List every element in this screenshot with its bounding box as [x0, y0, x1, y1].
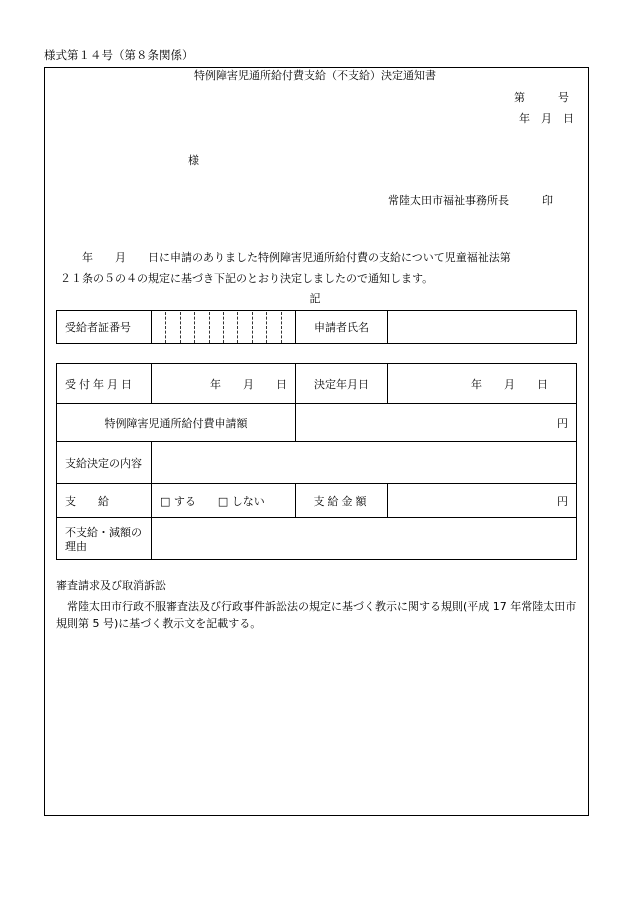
reason-label: 不支給・減額の理由	[57, 518, 152, 560]
payment-amount-label: 支給金額	[296, 484, 388, 518]
decision-date-label: 決定年月日	[296, 364, 388, 404]
document-date-line: 年 月 日	[519, 112, 574, 125]
body-text-line2: ２１条の５の４の規定に基づき下記のとおり決定しましたので通知します。	[60, 272, 434, 285]
decision-content-label: 支給決定の内容	[57, 442, 152, 484]
decision-content-field[interactable]	[152, 442, 577, 484]
application-amount-label: 特例障害児通所給付費申請額	[57, 404, 296, 442]
applicant-name-field[interactable]	[388, 311, 577, 344]
receipt-date-field[interactable]: 年 月 日	[152, 364, 296, 404]
receipt-date-label: 受付年月日	[57, 364, 152, 404]
payment-amount-field[interactable]: 円	[388, 484, 577, 518]
review-title: 審査請求及び取消訴訟	[56, 579, 166, 592]
applicant-name-label: 申請者氏名	[296, 311, 388, 344]
form-number: 様式第１４号（第８条関係）	[44, 48, 194, 62]
recipient-table	[56, 310, 577, 344]
payment-options[interactable]: □ する □ しない	[152, 484, 296, 518]
issuer: 常陸太田市福祉事務所長 印	[388, 194, 553, 207]
application-amount-field[interactable]: 円	[296, 404, 577, 442]
document-title: 特例障害児通所給付費支給（不支給）決定通知書	[194, 69, 436, 82]
review-body: 常陸太田市行政不服審査法及び行政事件訴訟法の規定に基づく教示に関する規則(平成 17 年常陸太田市規則第 5 号)に基づく教示文を記載する。	[56, 600, 577, 630]
decision-table	[56, 363, 577, 560]
recipient-number-field[interactable]	[152, 311, 296, 344]
document-number-line: 第 号	[514, 91, 569, 104]
ki-heading: 記	[309, 292, 321, 305]
body-text-line1: 年 月 日に申請のありました特例障害児通所給付費の支給について児童福祉法第	[60, 251, 511, 264]
recipient-number-label: 受給者証番号	[57, 311, 152, 344]
decision-date-field[interactable]: 年 月 日	[388, 364, 577, 404]
reason-field[interactable]	[152, 518, 577, 560]
payment-label: 支 給	[57, 484, 152, 518]
addressee-suffix: 様	[188, 154, 199, 167]
